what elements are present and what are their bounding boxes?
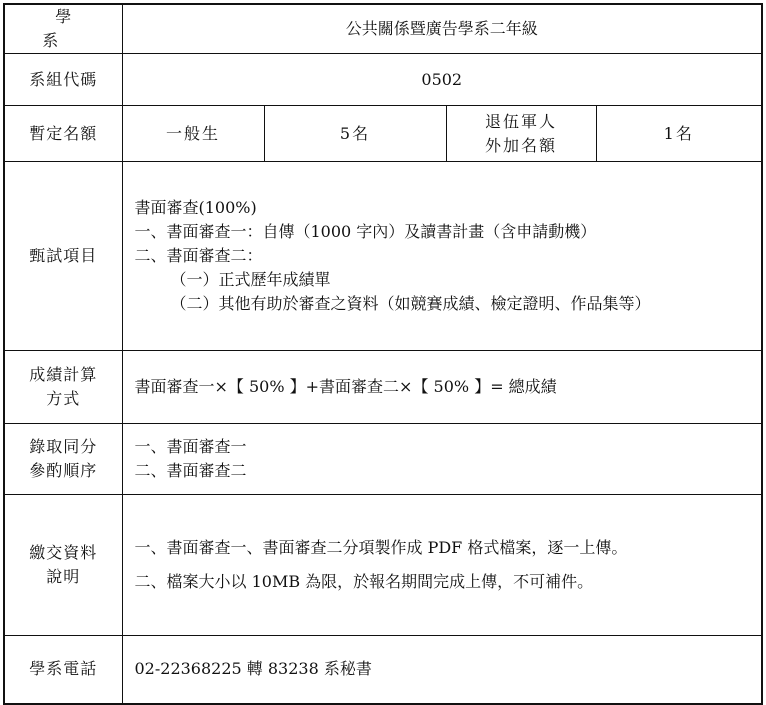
scoring-label [4,351,122,424]
scoring-row [4,351,762,424]
general-quota-label: 一般生 [122,106,264,162]
phone-label: 學系電話 [4,636,122,704]
ranking-row [4,424,762,495]
veteran-quota-label [446,106,596,162]
code-value: 0502 [122,54,762,106]
phone-value: 02-22368225 轉 83238 系秘書 [122,636,762,704]
items-line-1: 書面審查(100%) [134,198,257,217]
ranking-content [122,424,762,495]
items-label: 甄試項目 [4,162,122,351]
veteran-quota-value: 1名 [596,106,762,162]
phone-row [4,636,762,704]
items-line-5: （二）其他有助於審查之資料（如競賽成績、檢定證明、作品集等） [170,294,651,313]
quota-label: 暫定名額 [4,106,122,162]
items-row [4,162,762,351]
items-line-3: 二、書面審查二： [134,246,263,265]
admission-info-table [3,3,763,705]
department-value: 公共關係暨廣告學系二年級 [122,4,762,54]
items-content [122,162,762,351]
items-line-4: （一）正式歷年成績單 [170,270,331,289]
ranking-label [4,424,122,495]
quota-row [4,106,762,162]
submission-line-1: 一、書面審查一、書面審查二分項製作成 PDF 格式檔案，逐一上傳。 [134,538,628,557]
general-quota-value: 5名 [264,106,446,162]
code-row [4,54,762,106]
ranking-label-line-1: 錄取同分 [29,437,98,456]
veteran-label-line-2: 外加名額 [484,135,557,155]
scoring-label-line-2: 方式 [46,389,81,408]
veteran-label-line-1: 退伍軍人 [484,111,557,131]
code-label: 系組代碼 [4,54,122,106]
scoring-formula: 書面審查一×【 50% 】+書面審查二×【 50% 】= 總成績 [122,351,762,424]
submission-label-line-1: 繳交資料 [29,543,98,562]
submission-label [4,495,122,636]
submission-label-line-2: 說明 [46,567,81,586]
scoring-label-line-1: 成績計算 [29,365,98,384]
submission-line-2: 二、檔案大小以 10MB 為限，於報名期間完成上傳，不可補件。 [134,572,594,591]
submission-content [122,495,762,636]
department-row [4,4,762,54]
ranking-line-2: 二、書面審查二 [134,461,247,480]
ranking-line-1: 一、書面審查一 [134,437,247,456]
department-label: 學 系 [4,4,122,54]
items-line-2: 一、書面審查一：自傳（1000 字內）及讀書計畫（含申請動機） [134,222,597,241]
submission-row [4,495,762,636]
ranking-label-line-2: 參酌順序 [29,461,98,480]
